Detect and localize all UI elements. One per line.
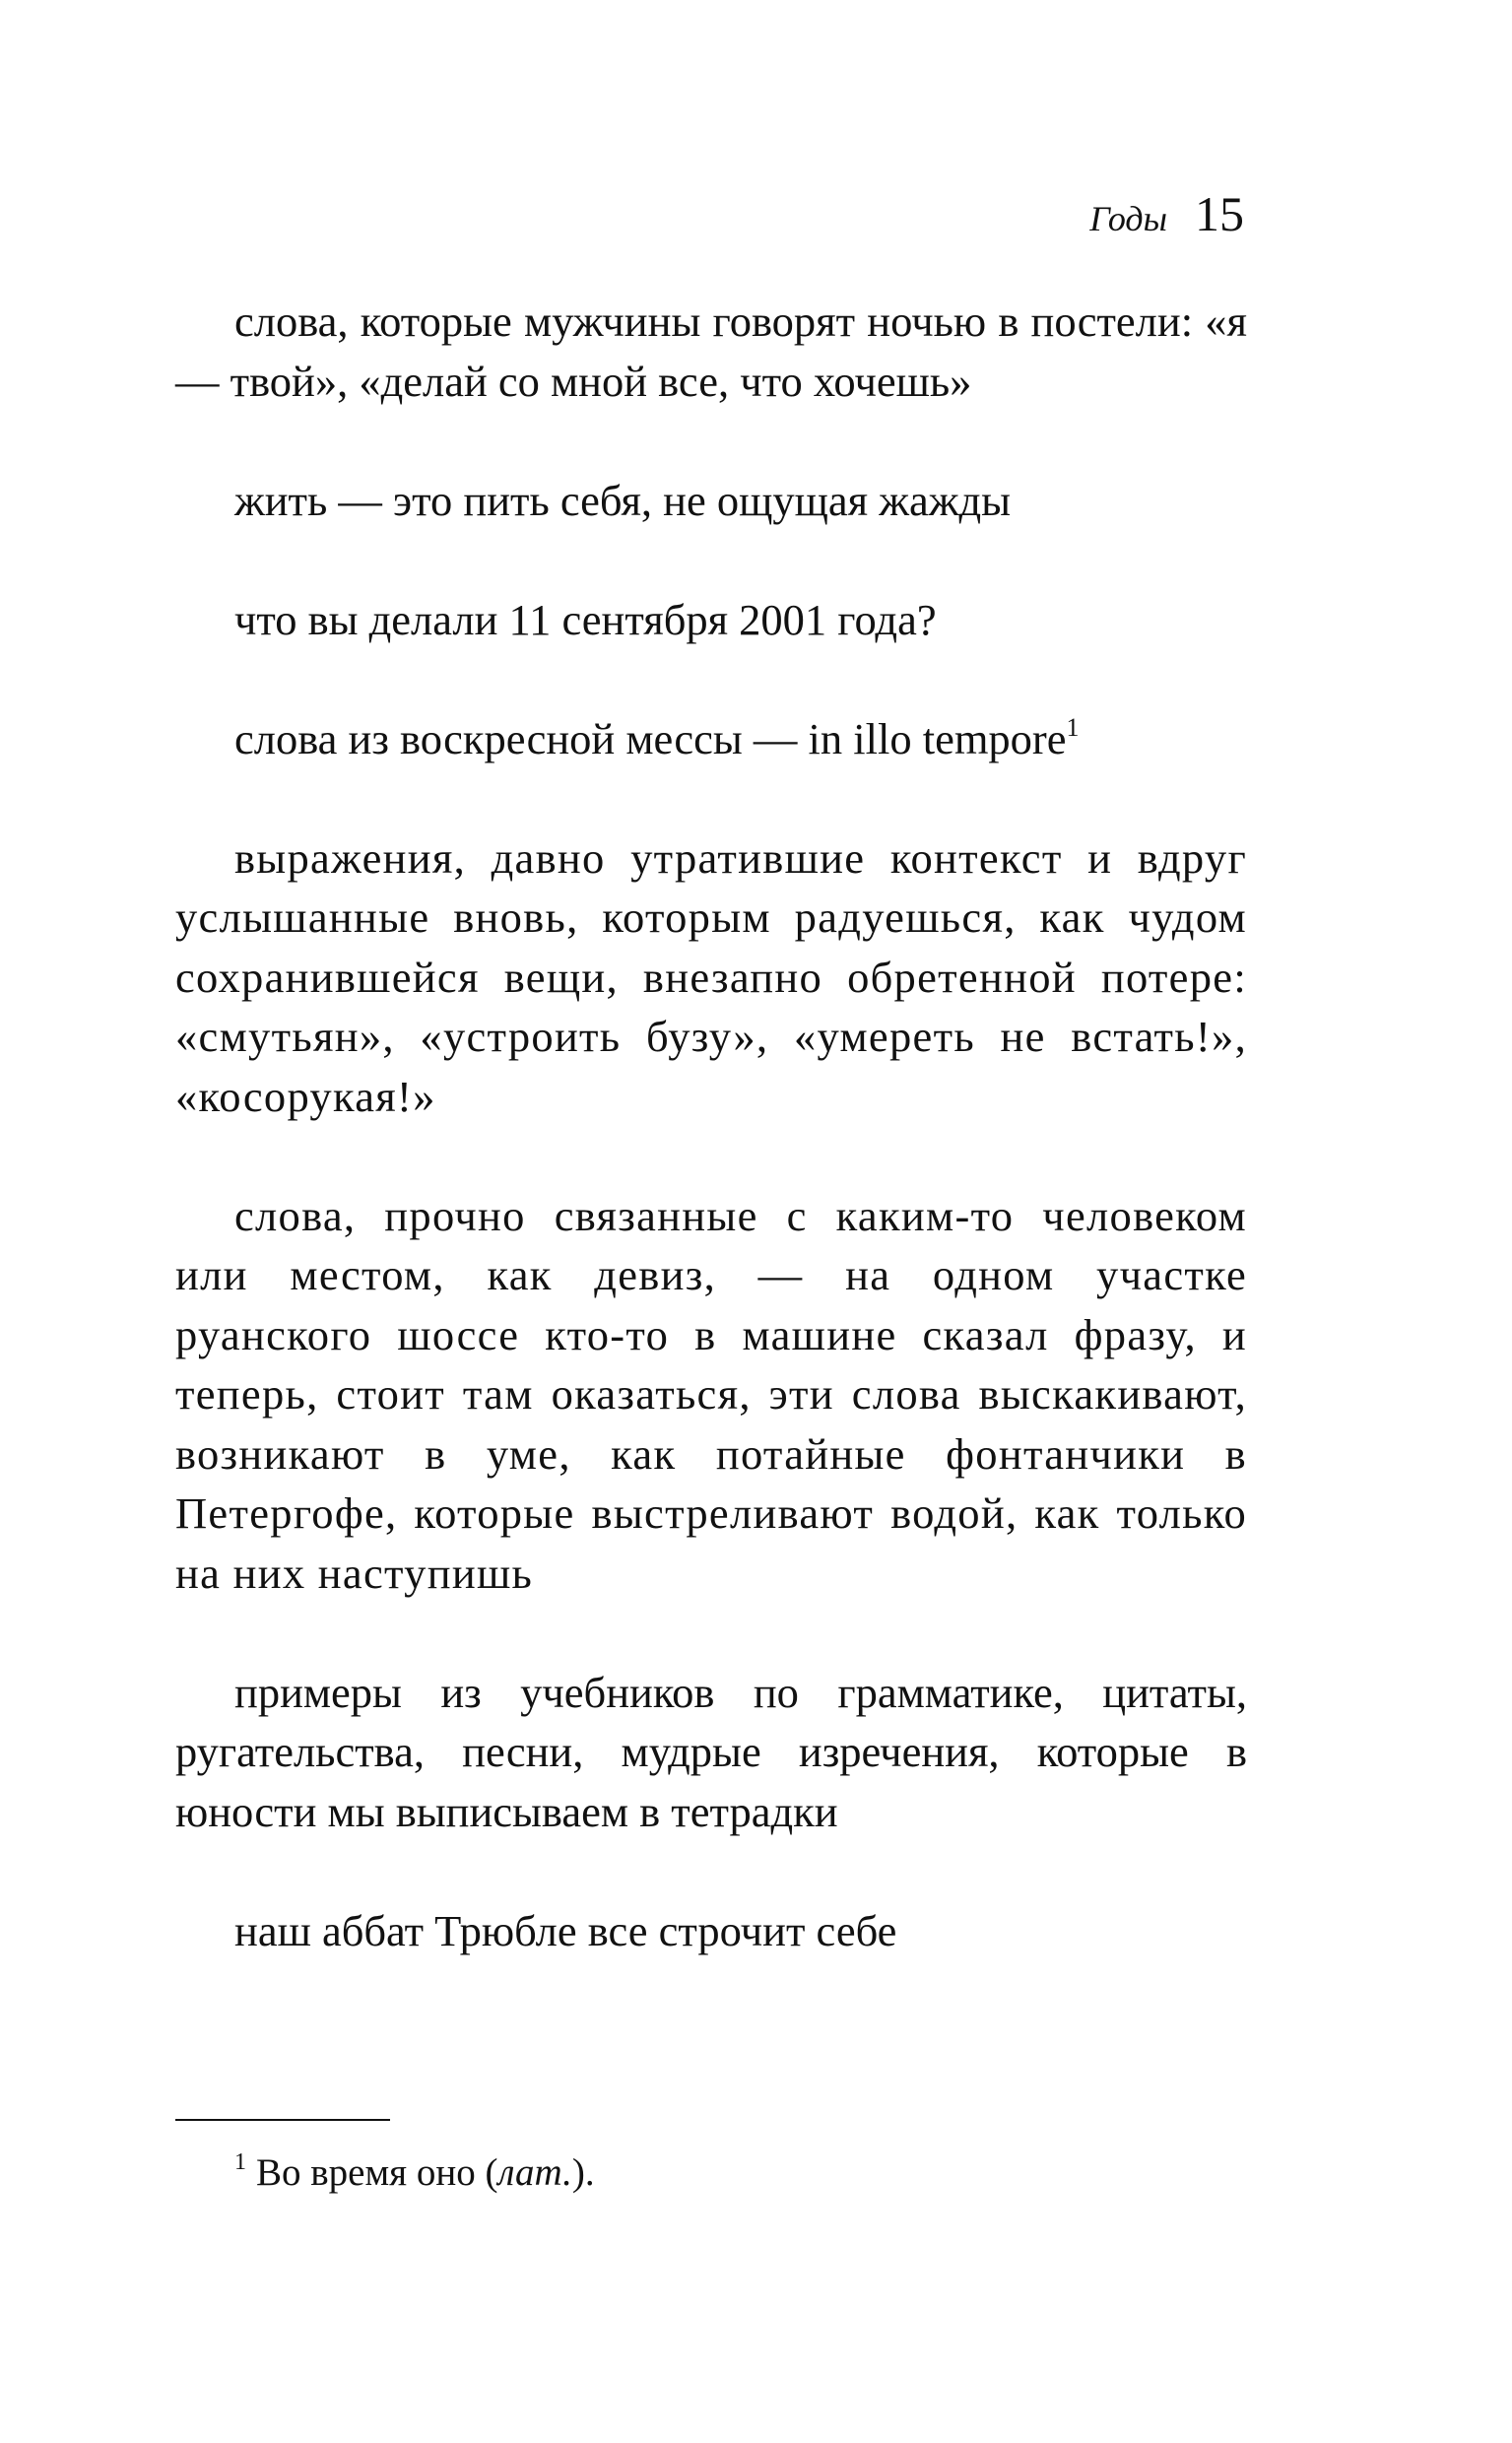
footnote-reference[interactable]: 1 [1066,712,1080,742]
footnote-divider [175,2119,390,2121]
footnote-closing: ). [571,2151,595,2194]
paragraph [175,471,1247,531]
paragraph [175,828,1247,1127]
paragraph [175,1663,1247,1842]
footnote-text: Во время оно ( [256,2151,498,2194]
paragraph [175,590,1247,650]
paragraph [175,1901,1247,1961]
paragraph [175,292,1247,411]
body-text [175,292,1247,1960]
footnote [234,2149,595,2197]
paragraph [175,1186,1247,1604]
paragraph-text: что вы делали 11 сентября 2001 года? [234,594,937,644]
paragraph [175,709,1247,769]
paragraph-text: слова, которые мужчины говорят ночью в постели: «я — твой», «делай со мной все, что хочешь» [175,297,1247,406]
running-header [1089,185,1244,242]
paragraph-text: слова, прочно связанные с каким-то человеком или местом, как девиз, — на одном участке руанского шоссе кто-то в машине сказал фразу, и теперь, стоит там оказаться, эти слова выскакивают, возникают в уме, как потайные фонтанчики в Петергофе, которые выстреливают водой, как только на них наступишь [175,1190,1247,1598]
paragraph-text: примеры из учебников по грамматике, цитаты, ругательства, песни, мудрые изречения, которые в юности мы выписываем в тетрадки [175,1667,1247,1836]
paragraph-text: наш аббат Трюбле все строчит себе [234,1905,897,1955]
running-title: Годы [1089,199,1167,238]
paragraph-text: слова из воскресной мессы — in illo tempore [234,713,1067,763]
page-number: 15 [1195,186,1244,241]
paragraph-text: жить — это пить себя, не ощущая жажды [234,475,1012,525]
footnote-language-abbr: лат. [497,2151,572,2194]
footnote-mark: 1 [234,2149,246,2175]
paragraph-text: выражения, давно утратившие контекст и вдруг услышанные вновь, которым радуешься, как чудом сохранившейся вещи, внезапно обретенной потере: «смутьян», «устроить бузу», «умереть не встать!», «косорукая!» [175,832,1247,1121]
